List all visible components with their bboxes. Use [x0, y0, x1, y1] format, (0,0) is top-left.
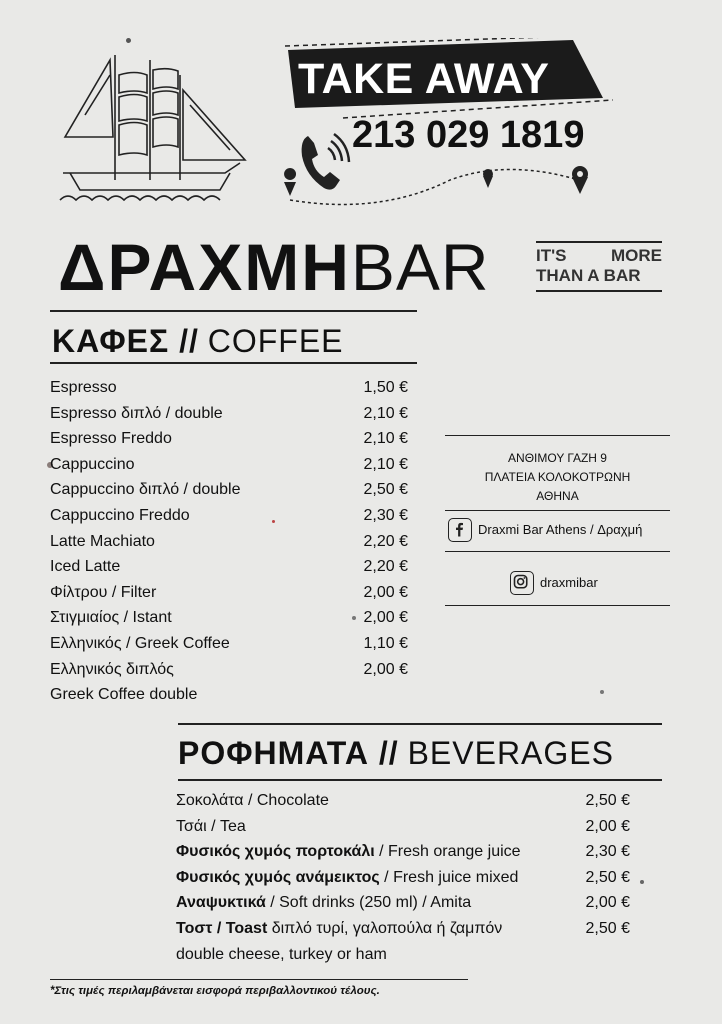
- beverages-title-bold: ΡΟΦΗΜΑΤΑ //: [178, 735, 399, 771]
- coffee-item-price: 2,00 €: [363, 609, 408, 626]
- beverage-item-name: [176, 868, 518, 888]
- facebook-link[interactable]: Draxmi Bar Athens / Δραχμή: [478, 522, 643, 537]
- beverage-item-name: [176, 945, 387, 965]
- paper-speck: [640, 880, 644, 884]
- beverage-item-name: [176, 893, 471, 913]
- coffee-item-name: Ελληνικός διπλός: [50, 660, 174, 678]
- coffee-item-name: Espresso διπλό / double: [50, 404, 223, 422]
- brand-name-light: BAR: [350, 230, 490, 304]
- beverage-item-name-bold: Φυσικός χυμός ανάμεικτος: [176, 868, 380, 886]
- coffee-item-price: 2,20 €: [363, 532, 408, 550]
- footer-note: *Στις τιμές περιλαμβάνεται εισφορά περιβαλλοντικού τέλους.: [50, 985, 380, 997]
- coffee-item-price: 1,50 €: [363, 379, 408, 396]
- coffee-item-name: Espresso: [50, 379, 117, 396]
- tagline-more: MORE: [611, 246, 662, 265]
- coffee-item-price: 1,10 €: [363, 635, 408, 652]
- beverage-item-name-text: Τσάι / Tea: [176, 817, 246, 835]
- coffee-item-price: 2,00 €: [363, 583, 408, 601]
- brand-name: [58, 232, 490, 302]
- beverage-item-price: 2,00 €: [585, 817, 630, 835]
- tagline-rule-bottom: [536, 290, 662, 292]
- brand-name-bold: ΔΡΑΧΜΗ: [58, 230, 351, 304]
- beverage-item-name: [176, 817, 246, 837]
- coffee-item-name: Cappuccino διπλό / double: [50, 481, 241, 498]
- coffee-item-name: Espresso Freddo: [50, 430, 172, 447]
- beverage-item-name: [176, 842, 521, 862]
- coffee-item-price: 2,50 €: [363, 481, 408, 498]
- beverage-item-name-text: / Fresh juice mixed: [379, 868, 519, 886]
- map-pin-icon: [284, 168, 296, 196]
- coffee-item-name: Latte Machiato: [50, 532, 155, 550]
- coffee-item-price: 2,10 €: [363, 455, 408, 473]
- coffee-item-price: 2,00 €: [363, 660, 408, 678]
- coffee-item-price: 2,30 €: [363, 507, 408, 524]
- coffee-title-bold: ΚΑΦΕΣ //: [52, 323, 199, 359]
- beverage-item-price: 2,50 €: [585, 792, 630, 809]
- contact-rule: [445, 510, 670, 511]
- footer-rule: [50, 979, 468, 980]
- beverage-item-name-text: διπλό τυρί, γαλοπούλα ή ζαμπόν: [267, 919, 503, 937]
- coffee-item-name: Cappuccino Freddo: [50, 507, 190, 524]
- beverage-item-name-text: / Fresh orange juice: [374, 843, 521, 860]
- contact-rule-top: [445, 435, 670, 436]
- tagline: [536, 246, 662, 286]
- coffee-item-name: Greek Coffee double: [50, 686, 198, 703]
- beverage-item-name-bold: Φυσικός χυμός πορτοκάλι: [176, 843, 375, 860]
- beverage-item-price: 2,50 €: [585, 868, 630, 886]
- beverage-item-name: [176, 919, 502, 939]
- coffee-item-price: 2,10 €: [363, 404, 408, 422]
- coffee-item-name: Στιγμιαίος / Istant: [50, 609, 172, 626]
- beverage-item-price: 2,50 €: [585, 919, 630, 937]
- coffee-item-name: Φίλτρου / Filter: [50, 583, 157, 601]
- address-line: ΑΝΘΙΜΟΥ ΓΑΖΗ 9: [508, 451, 607, 465]
- coffee-rule-top: [50, 310, 417, 312]
- beverages-title-light: BEVERAGES: [407, 735, 614, 771]
- beverage-item-name: [176, 791, 329, 811]
- beverages-rule-bottom: [178, 779, 662, 781]
- map-pin-icon: [572, 166, 588, 194]
- route-line: [280, 160, 600, 212]
- instagram-link[interactable]: draxmibar: [540, 575, 598, 590]
- facebook-icon[interactable]: [448, 518, 472, 542]
- paper-speck: [126, 38, 131, 43]
- contact-rule-bottom: [445, 605, 670, 606]
- coffee-item-name: Iced Latte: [50, 558, 121, 575]
- take-away-label: TAKE AWAY: [298, 55, 550, 103]
- coffee-title: [52, 322, 344, 360]
- phone-number[interactable]: 213 029 1819: [352, 114, 585, 156]
- beverage-item-name-text: Σοκολάτα / Chocolate: [176, 792, 329, 809]
- address-line: ΠΛΑΤΕΙΑ ΚΟΛΟΚΟΤΡΩΝΗ: [484, 470, 631, 484]
- address-line: ΑΘΗΝΑ: [536, 489, 579, 503]
- coffee-item-name: Cappuccino: [50, 455, 135, 473]
- beverage-item-name-bold: Τοστ / Toast: [176, 919, 268, 937]
- coffee-item-name: Ελληνικός / Greek Coffee: [50, 635, 230, 652]
- instagram-icon[interactable]: [510, 571, 534, 595]
- paper-speck: [600, 690, 604, 694]
- coffee-item-price: 2,20 €: [363, 558, 408, 575]
- beverages-title: [178, 734, 614, 772]
- beverage-item-price: 2,30 €: [585, 843, 630, 860]
- coffee-title-light: COFFEE: [207, 323, 344, 359]
- coffee-rule-bottom: [50, 362, 417, 364]
- map-pin-icon: [483, 169, 493, 188]
- ship-icon: [55, 45, 260, 205]
- paper-speck: [272, 520, 275, 523]
- contact-rule: [445, 551, 670, 552]
- tagline-its: IT'S: [536, 246, 567, 265]
- tagline-rule-top: [536, 241, 662, 243]
- beverages-rule-top: [178, 723, 662, 725]
- tagline-than-a-bar: THAN A BAR: [536, 266, 641, 285]
- coffee-item-price: 2,10 €: [363, 430, 408, 447]
- beverage-item-name-text: double cheese, turkey or ham: [176, 946, 387, 963]
- beverage-item-name-text: / Soft drinks (250 ml) / Amita: [265, 894, 472, 911]
- beverage-item-price: 2,00 €: [585, 894, 630, 911]
- beverage-item-name-bold: Αναψυκτικά: [176, 894, 266, 911]
